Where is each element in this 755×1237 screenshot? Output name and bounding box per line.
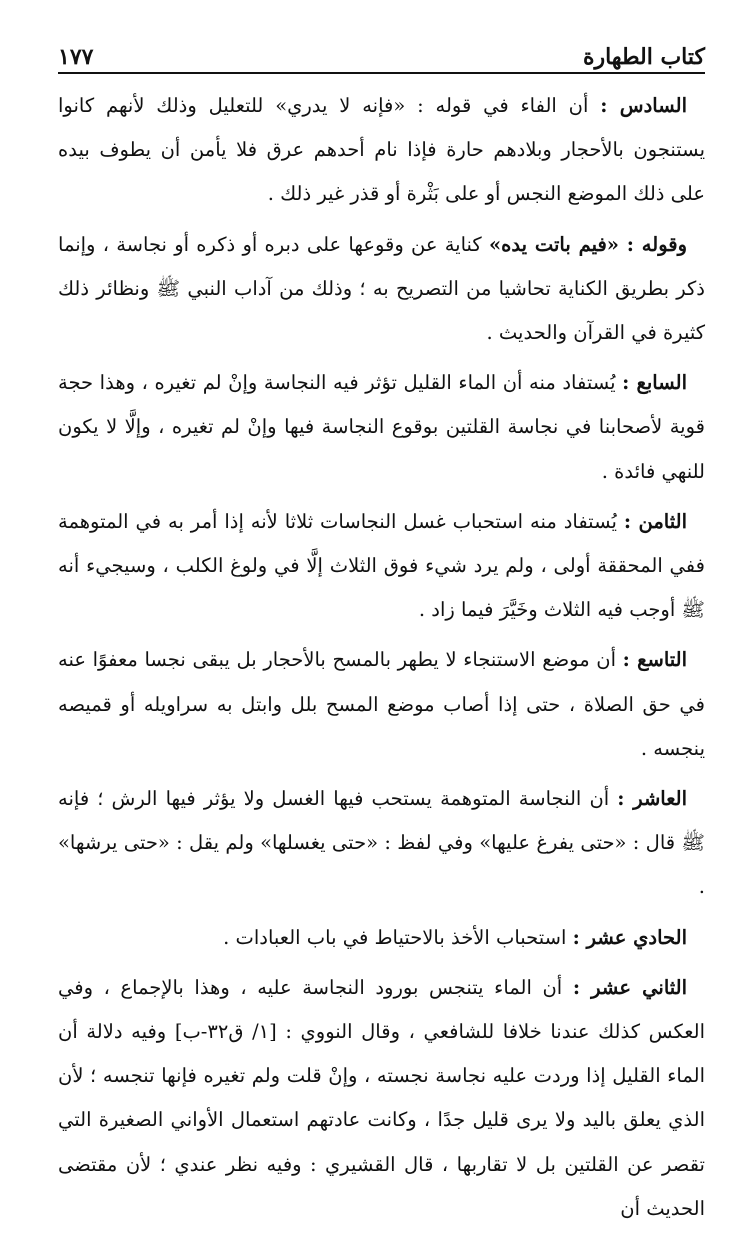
paragraph-text: أن النجاسة المتوهمة يستحب فيها الغسل ولا يؤثر فيها الرش ؛ فإنه ﷺ قال : «حتى يفرغ عليها» وفي لفظ : «حتى يغسلها» ولم يقل : «حتى يرشها» . xyxy=(58,787,705,899)
page-number: ١٧٧ xyxy=(58,44,94,70)
paragraph-label: وقوله : «فيم باتت يده» xyxy=(488,232,688,256)
paragraph-eighth xyxy=(58,500,705,633)
paragraph-text: يُستفاد منه استحباب غسل النجاسات ثلاثا لأنه إذا أمر به في المتوهمة ففي المحققة أولى ، ولم يرد شيء فوق الثلاث إلَّا في ولوغ الكلب ، وسيجيء أنه ﷺ أوجب فيه الثلاث وخَيَّرَ فيما زاد . xyxy=(58,509,705,622)
paragraph-label: التاسع : xyxy=(622,648,687,672)
paragraph-text: أن الماء يتنجس بورود النجاسة عليه ، وهذا بالإجماع ، وفي العكس كذلك عندنا خلافا للشافعي ، وقال النووي : [١/ ق٣٢-ب] وفيه دلالة أن الماء القليل إذا وردت عليه نجاسة نجسته ، وإنْ قلت ولم تغيره فإنها تنجسه ؛ لأن الذي يعلق باليد ولا يرى قليل جدًا ، وكانت عادتهم استعمال الأواني الصغيرة التي تقصر عن القلتين بل لا تقاربها ، قال القشيري : وفيه نظر عندي ؛ لأن مقتضى الحديث أن xyxy=(58,975,705,1220)
paragraph-label: الثاني عشر : xyxy=(572,975,687,999)
paragraph-label: العاشر : xyxy=(617,787,687,811)
paragraph-sixth xyxy=(58,84,705,217)
paragraph-label: السابع : xyxy=(622,371,687,395)
paragraph-text: أن الفاء في قوله : «فإنه لا يدري» للتعليل وذلك لأنهم كانوا يستنجون بالأحجار وبلادهم حارة فإذا نام أحدهم عرق فلا يأمن أن يطوف بيده على ذلك الموضع النجس أو على بَثْرة أو قذر غير ذلك . xyxy=(58,94,705,206)
paragraph-tenth xyxy=(58,777,705,910)
paragraph-text: أن موضع الاستنجاء لا يطهر بالمسح بالأحجار بل يبقى نجسا معفوًا عنه في حق الصلاة ، حتى إذا أصاب موضع المسح بلل وابتل به سراويله أو قميصه ينجسه . xyxy=(58,648,705,760)
paragraph-text: كناية عن وقوعها على دبره أو ذكره أو نجاسة ، وإنما ذكر بطريق الكناية تحاشيا من التصريح به ؛ وذلك من آداب النبي ﷺ ونظائر ذلك كثيرة في القرآن والحديث . xyxy=(58,232,705,345)
paragraph-seventh xyxy=(58,361,705,494)
book-title: كتاب الطهارة xyxy=(582,44,705,70)
paragraph-label: السادس : xyxy=(600,94,687,117)
header-rule xyxy=(58,72,705,74)
paragraph-ninth xyxy=(58,638,705,771)
page-body xyxy=(58,84,705,1237)
paragraph-label: الحادي عشر : xyxy=(572,925,687,949)
paragraph-twelfth xyxy=(58,966,705,1231)
paragraph-text: يُستفاد منه أن الماء القليل تؤثر فيه النجاسة وإنْ لم تغيره ، وهذا حجة قوية لأصحابنا في نجاسة القلتين بوقوع النجاسة فيها وإنْ لم تغيره ، وإلَّا لا يكون للنهي فائدة . xyxy=(58,371,705,483)
paragraph-text: استحباب الأخذ بالاحتياط في باب العبادات . xyxy=(223,925,573,949)
page-header xyxy=(58,30,705,70)
paragraph-label: الثامن : xyxy=(623,509,687,533)
paragraph-eleventh xyxy=(58,916,705,960)
paragraph-his-saying xyxy=(58,223,705,356)
